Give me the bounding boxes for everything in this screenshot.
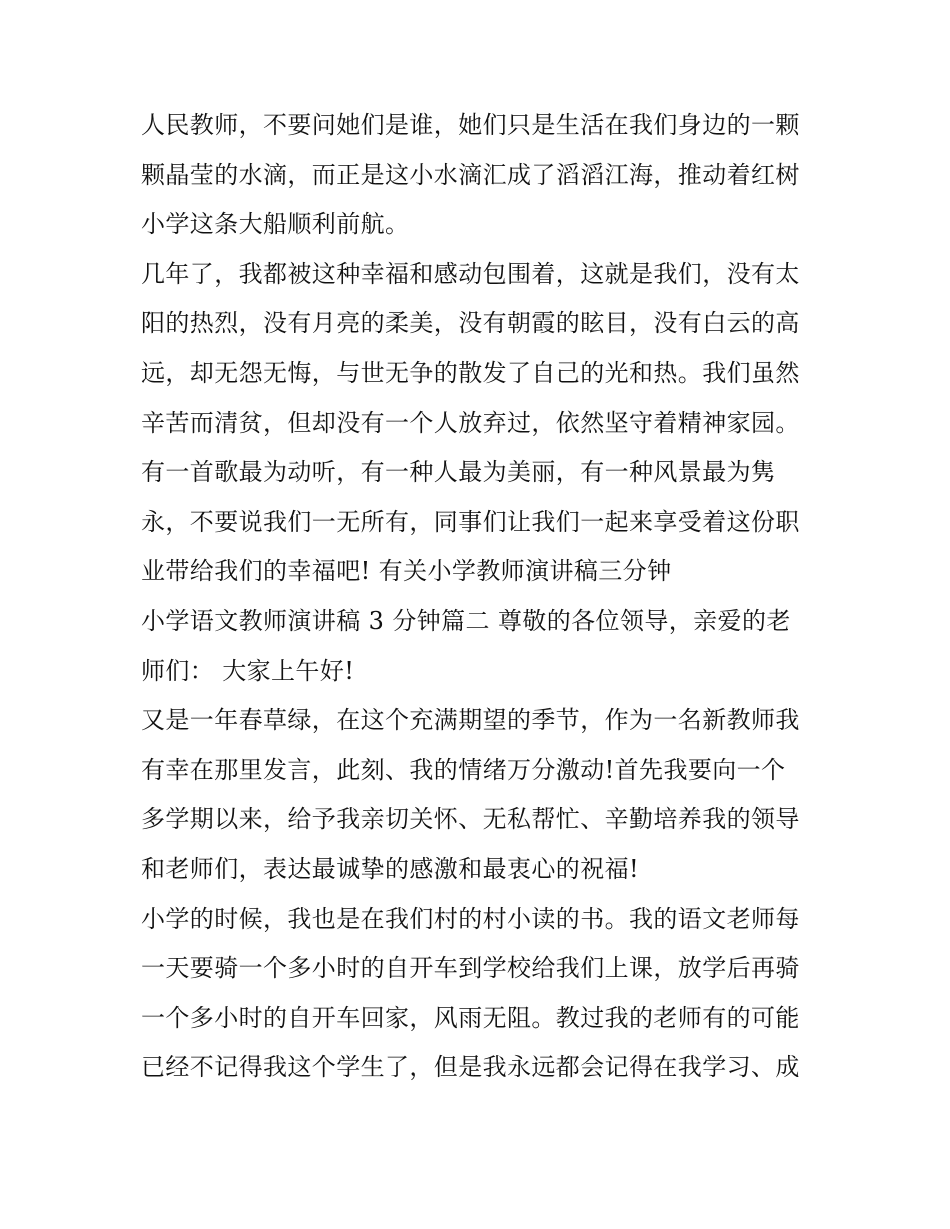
text-line: 有一首歌最为动听，有一种人最为美丽，有一种风景最为隽 bbox=[141, 458, 776, 487]
text-line: 小学的时候，我也是在我们村的村小读的书。我的语文老师每 bbox=[141, 904, 800, 933]
text-line: 阳的热烈，没有月亮的柔美，没有朝霞的眩目，没有白云的高 bbox=[141, 309, 800, 338]
text-line: 多学期以来，给予我亲切关怀、无私帮忙、辛勤培养我的领导 bbox=[141, 805, 800, 834]
text-line: 辛苦而清贫，但却没有一个人放弃过，依然坚守着精神家园。 bbox=[141, 408, 800, 437]
text-line: 远，却无怨无悔，与世无争的散发了自己的光和热。我们虽然 bbox=[141, 358, 800, 387]
text-line: 一个多小时的自开车回家，风雨无阻。教过我的老师有的可能 bbox=[141, 1003, 800, 1032]
text-line: 人民教师，不要问她们是谁，她们只是生活在我们身边的一颗 bbox=[141, 111, 800, 139]
text-line: 师们： 大家上午好! bbox=[141, 656, 355, 685]
text-line: 永，不要说我们一无所有，同事们让我们一起来享受着这份职 bbox=[141, 507, 800, 536]
text-line: 一天要骑一个多小时的自开车到学校给我们上课，放学后再骑 bbox=[141, 954, 800, 983]
text-line: 有幸在那里发言，此刻、我的情绪万分激动!首先我要向一个 bbox=[141, 755, 786, 784]
text-line: 颗晶莹的水滴，而正是这小水滴汇成了滔滔江海，推动着红树 bbox=[141, 160, 800, 189]
text-line: 又是一年春草绿，在这个充满期望的季节，作为一名新教师我 bbox=[141, 706, 800, 735]
text-line: 和老师们，表达最诚挚的感激和最衷心的祝福! bbox=[141, 854, 640, 883]
text-line: 小学这条大船顺利前航。 bbox=[141, 210, 410, 239]
text-line: 几年了，我都被这种幸福和感动包围着，这就是我们，没有太 bbox=[141, 259, 800, 288]
text-line: 已经不记得我这个学生了，但是我永远都会记得在我学习、成 bbox=[141, 1053, 800, 1082]
text-line: 小学语文教师演讲稿 3 分钟篇二 尊敬的各位领导，亲爱的老 bbox=[141, 606, 791, 635]
text-line: 业带给我们的幸福吧! 有关小学教师演讲稿三分钟 bbox=[141, 557, 672, 586]
body-text bbox=[141, 101, 821, 1093]
